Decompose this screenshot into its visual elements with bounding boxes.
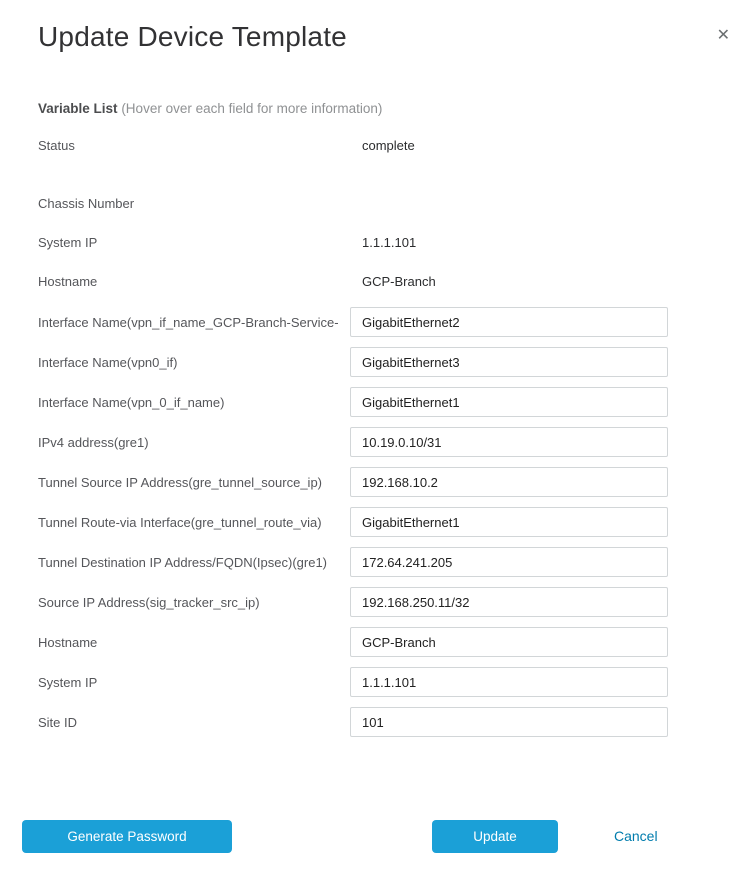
field-row-system-ip	[38, 232, 668, 252]
close-icon[interactable]: ✕	[713, 24, 734, 48]
generate-password-button[interactable]: Generate Password	[22, 820, 232, 853]
update-device-template-dialog	[0, 20, 752, 885]
tunnel-route-via-input[interactable]	[350, 507, 668, 537]
field-label: System IP	[38, 674, 98, 690]
interface-name-vpn0-if-input[interactable]	[350, 347, 668, 377]
hostname-value: GCP-Branch	[362, 273, 436, 289]
tunnel-destination-ip-input[interactable]	[350, 547, 668, 577]
field-label: Source IP Address(sig_tracker_src_ip)	[38, 594, 260, 610]
field-row-tunnel-route-via	[38, 507, 668, 537]
field-row-status	[38, 135, 668, 155]
field-row-source-ip-tracker	[38, 587, 668, 617]
system-ip-input[interactable]	[350, 667, 668, 697]
interface-name-vpn-0-if-name-input[interactable]	[350, 387, 668, 417]
field-row-interface-name-vpn0-if	[38, 347, 668, 377]
field-label: System IP	[38, 234, 98, 250]
field-label: Interface Name(vpn_if_name_GCP-Branch-Service-	[38, 314, 339, 330]
field-label: Site ID	[38, 714, 78, 730]
field-label: Hostname	[38, 273, 98, 289]
variable-list-label: Variable List	[38, 101, 118, 116]
field-label: Interface Name(vpn_0_if_name)	[38, 394, 225, 410]
page-title: Update Device Template	[38, 21, 347, 52]
field-row-site-id	[38, 707, 668, 737]
update-button[interactable]: Update	[432, 820, 558, 853]
field-row-tunnel-source-ip	[38, 467, 668, 497]
field-row-tunnel-destination-ip	[38, 547, 668, 577]
cancel-button[interactable]: Cancel	[614, 820, 658, 853]
field-label: Hostname	[38, 634, 98, 650]
interface-name-service-input[interactable]	[350, 307, 668, 337]
field-label: Tunnel Destination IP Address/FQDN(Ipsec)(gre1)	[38, 554, 328, 570]
dialog-footer	[0, 820, 752, 854]
variable-list	[38, 135, 668, 737]
field-label: Interface Name(vpn0_if)	[38, 354, 178, 370]
field-row-hostname-input	[38, 627, 668, 657]
field-label: Chassis Number	[38, 195, 135, 211]
site-id-input[interactable]	[350, 707, 668, 737]
source-ip-tracker-input[interactable]	[350, 587, 668, 617]
field-row-chassis-number	[38, 193, 668, 213]
field-row-interface-name-vpn-0-if-name	[38, 387, 668, 417]
tunnel-source-ip-input[interactable]	[350, 467, 668, 497]
field-row-hostname	[38, 271, 668, 291]
field-label: IPv4 address(gre1)	[38, 434, 149, 450]
field-row-ipv4-address-gre1	[38, 427, 668, 457]
field-row-system-ip-input	[38, 667, 668, 697]
field-label: Tunnel Route-via Interface(gre_tunnel_route_via)	[38, 514, 322, 530]
hostname-input[interactable]	[350, 627, 668, 657]
variable-list-heading	[38, 100, 714, 117]
status-value: complete	[362, 137, 415, 153]
ipv4-address-gre1-input[interactable]	[350, 427, 668, 457]
variable-list-hint: (Hover over each field for more information)	[121, 101, 383, 116]
field-label: Tunnel Source IP Address(gre_tunnel_source_ip)	[38, 474, 323, 490]
system-ip-value: 1.1.1.101	[362, 234, 417, 250]
field-label: Status	[38, 137, 75, 153]
field-row-interface-name-service	[38, 307, 668, 337]
